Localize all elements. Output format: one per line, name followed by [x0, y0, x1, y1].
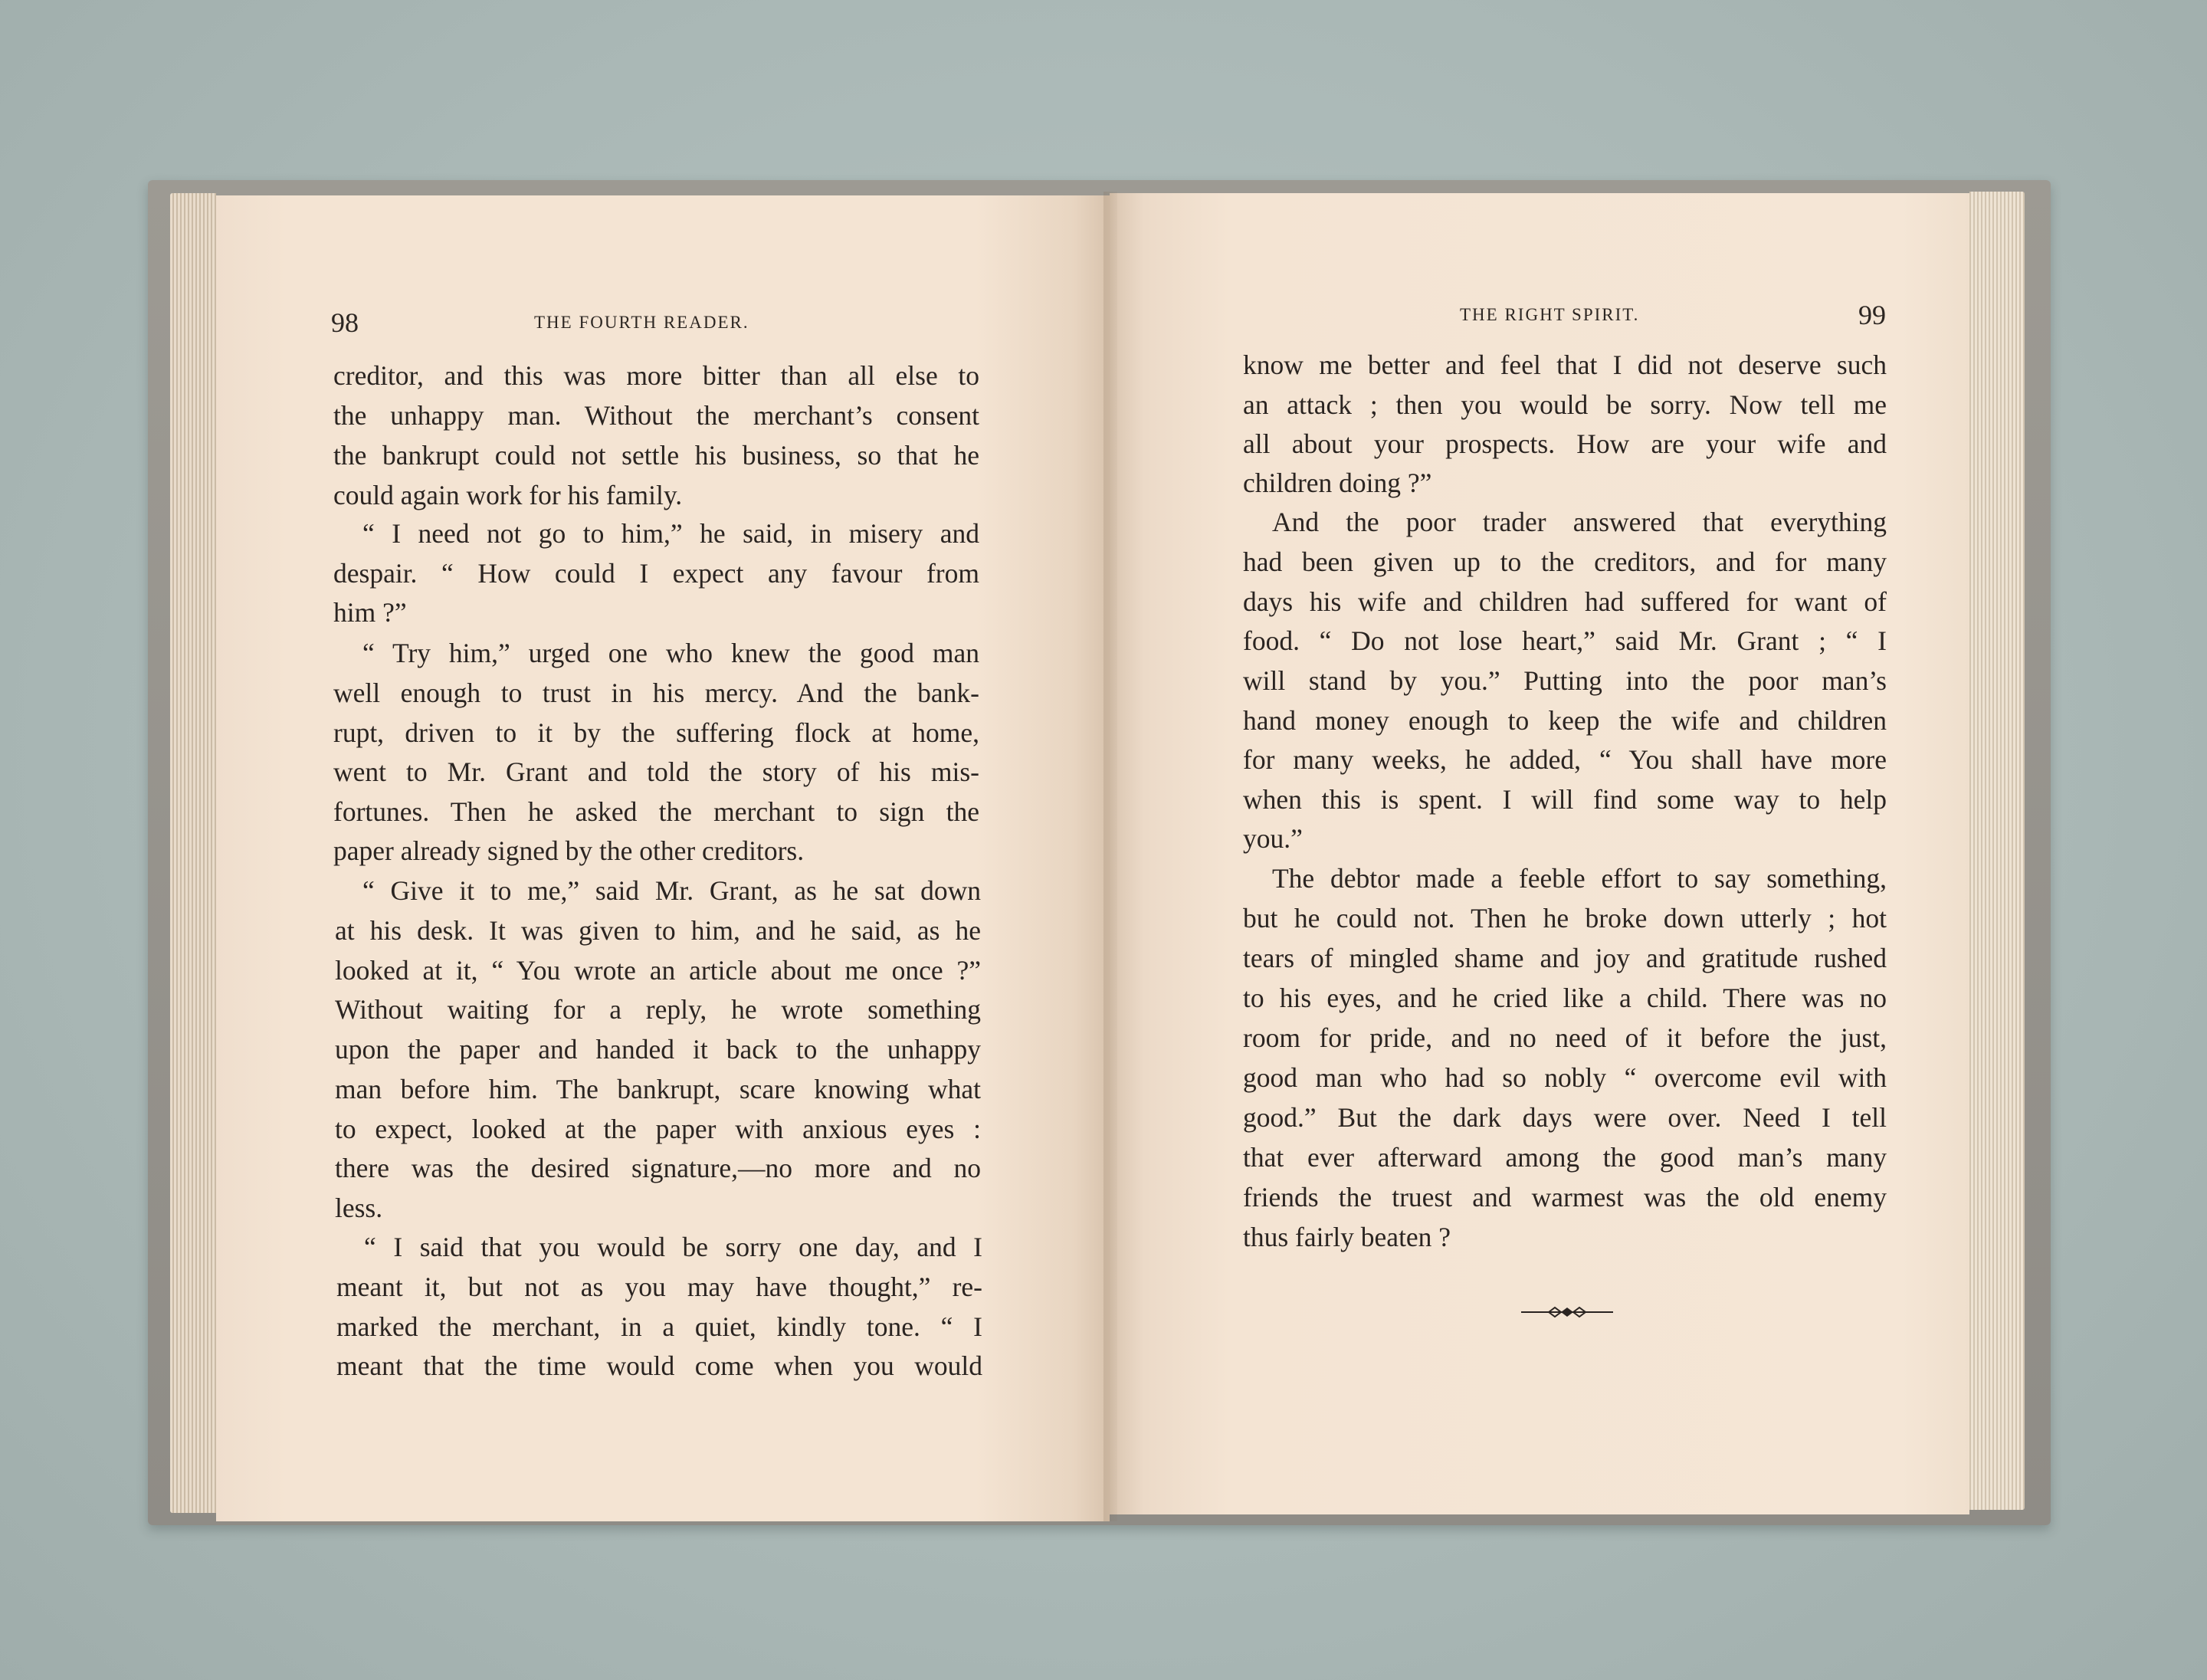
- left-line-1: creditor, and this was more bitter than all else to: [333, 360, 979, 391]
- right-line-12: when this is spent. I will find some way to help: [1243, 784, 1887, 815]
- left-line-22: less.: [335, 1193, 383, 1223]
- left-line-24: meant it, but not as you may have thought,” re-: [336, 1271, 982, 1302]
- right-line-20: good.” But the dark days were over. Need I tell: [1243, 1102, 1887, 1133]
- right-line-5: And the poor trader answered that everything: [1272, 507, 1887, 537]
- left-running-head: THE FOURTH READER.: [534, 313, 749, 332]
- left-line-16: looked at it, “ You wrote an article about me once ?”: [335, 955, 981, 986]
- right-line-2: an attack ; then you would be sorry. Now tell me: [1243, 389, 1887, 420]
- right-line-7: days his wife and children had suffered for want of: [1243, 586, 1887, 617]
- right-page-edges: [1969, 192, 2025, 1510]
- left-line-5: “ I need not go to him,” he said, in misery and: [362, 518, 979, 549]
- right-page-number: 99: [1858, 300, 1886, 330]
- left-line-11: went to Mr. Grant and told the story of his mis-: [333, 756, 979, 787]
- right-line-9: will stand by you.” Putting into the poor man’s: [1243, 665, 1887, 696]
- left-line-18: upon the paper and handed it back to the unhappy: [335, 1034, 981, 1065]
- left-line-12: fortunes. Then he asked the merchant to sign the: [333, 796, 979, 827]
- right-line-22: friends the truest and warmest was the old enemy: [1243, 1182, 1887, 1212]
- left-line-8: “ Try him,” urged one who knew the good man: [362, 638, 979, 668]
- left-page-edges: [170, 193, 216, 1513]
- left-line-3: the bankrupt could not settle his business, so that he: [333, 440, 979, 471]
- right-line-15: but he could not. Then he broke down utterly ; hot: [1243, 903, 1887, 934]
- right-line-23: thus fairly beaten ?: [1243, 1222, 1451, 1252]
- left-line-7: him ?”: [333, 597, 407, 628]
- right-line-11: for many weeks, he added, “ You shall have more: [1243, 744, 1887, 775]
- left-line-4: could again work for his family.: [333, 480, 683, 510]
- left-line-17: Without waiting for a reply, he wrote something: [335, 994, 981, 1025]
- right-line-13: you.”: [1243, 823, 1303, 854]
- book-gutter: [1104, 192, 1117, 1521]
- right-running-head: THE RIGHT SPIRIT.: [1460, 305, 1640, 324]
- left-line-26: meant that the time would come when you would: [336, 1350, 982, 1381]
- left-line-14: “ Give it to me,” said Mr. Grant, as he sat down: [362, 875, 981, 906]
- left-line-25: marked the merchant, in a quiet, kindly tone. “ I: [336, 1311, 982, 1342]
- left-line-19: man before him. The bankrupt, scare knowing what: [335, 1074, 981, 1104]
- left-line-13: paper already signed by the other creditors.: [333, 835, 805, 866]
- left-line-15: at his desk. It was given to him, and he said, as he: [335, 915, 981, 946]
- right-line-6: had been given up to the creditors, and for many: [1243, 546, 1887, 577]
- right-line-1: know me better and feel that I did not deserve such: [1243, 349, 1887, 380]
- right-line-8: food. “ Do not lose heart,” said Mr. Grant ; “ I: [1243, 625, 1887, 656]
- left-page-number: 98: [331, 307, 359, 338]
- right-line-19: good man who had so nobly “ overcome evil with: [1243, 1062, 1887, 1093]
- left-line-10: rupt, driven to it by the suffering flock at home,: [333, 717, 979, 748]
- ornamental-rule-icon: [1520, 1303, 1615, 1321]
- right-line-14: The debtor made a feeble effort to say something,: [1272, 863, 1887, 894]
- right-line-21: that ever afterward among the good man’s many: [1243, 1142, 1887, 1173]
- left-line-20: to expect, looked at the paper with anxious eyes :: [335, 1114, 981, 1144]
- left-line-6: despair. “ How could I expect any favour from: [333, 558, 979, 589]
- left-line-21: there was the desired signature,—no more and no: [335, 1153, 981, 1183]
- left-line-9: well enough to trust in his mercy. And the bank-: [333, 678, 979, 708]
- right-line-18: room for pride, and no need of it before the just,: [1243, 1022, 1887, 1053]
- left-line-23: “ I said that you would be sorry one day, and I: [364, 1232, 982, 1262]
- right-line-16: tears of mingled shame and joy and gratitude rushed: [1243, 943, 1887, 973]
- left-line-2: the unhappy man. Without the merchant’s consent: [333, 400, 979, 431]
- right-line-10: hand money enough to keep the wife and children: [1243, 705, 1887, 736]
- right-line-4: children doing ?”: [1243, 468, 1432, 498]
- right-line-17: to his eyes, and he cried like a child. There was no: [1243, 983, 1887, 1013]
- right-line-3: all about your prospects. How are your wife and: [1243, 428, 1887, 459]
